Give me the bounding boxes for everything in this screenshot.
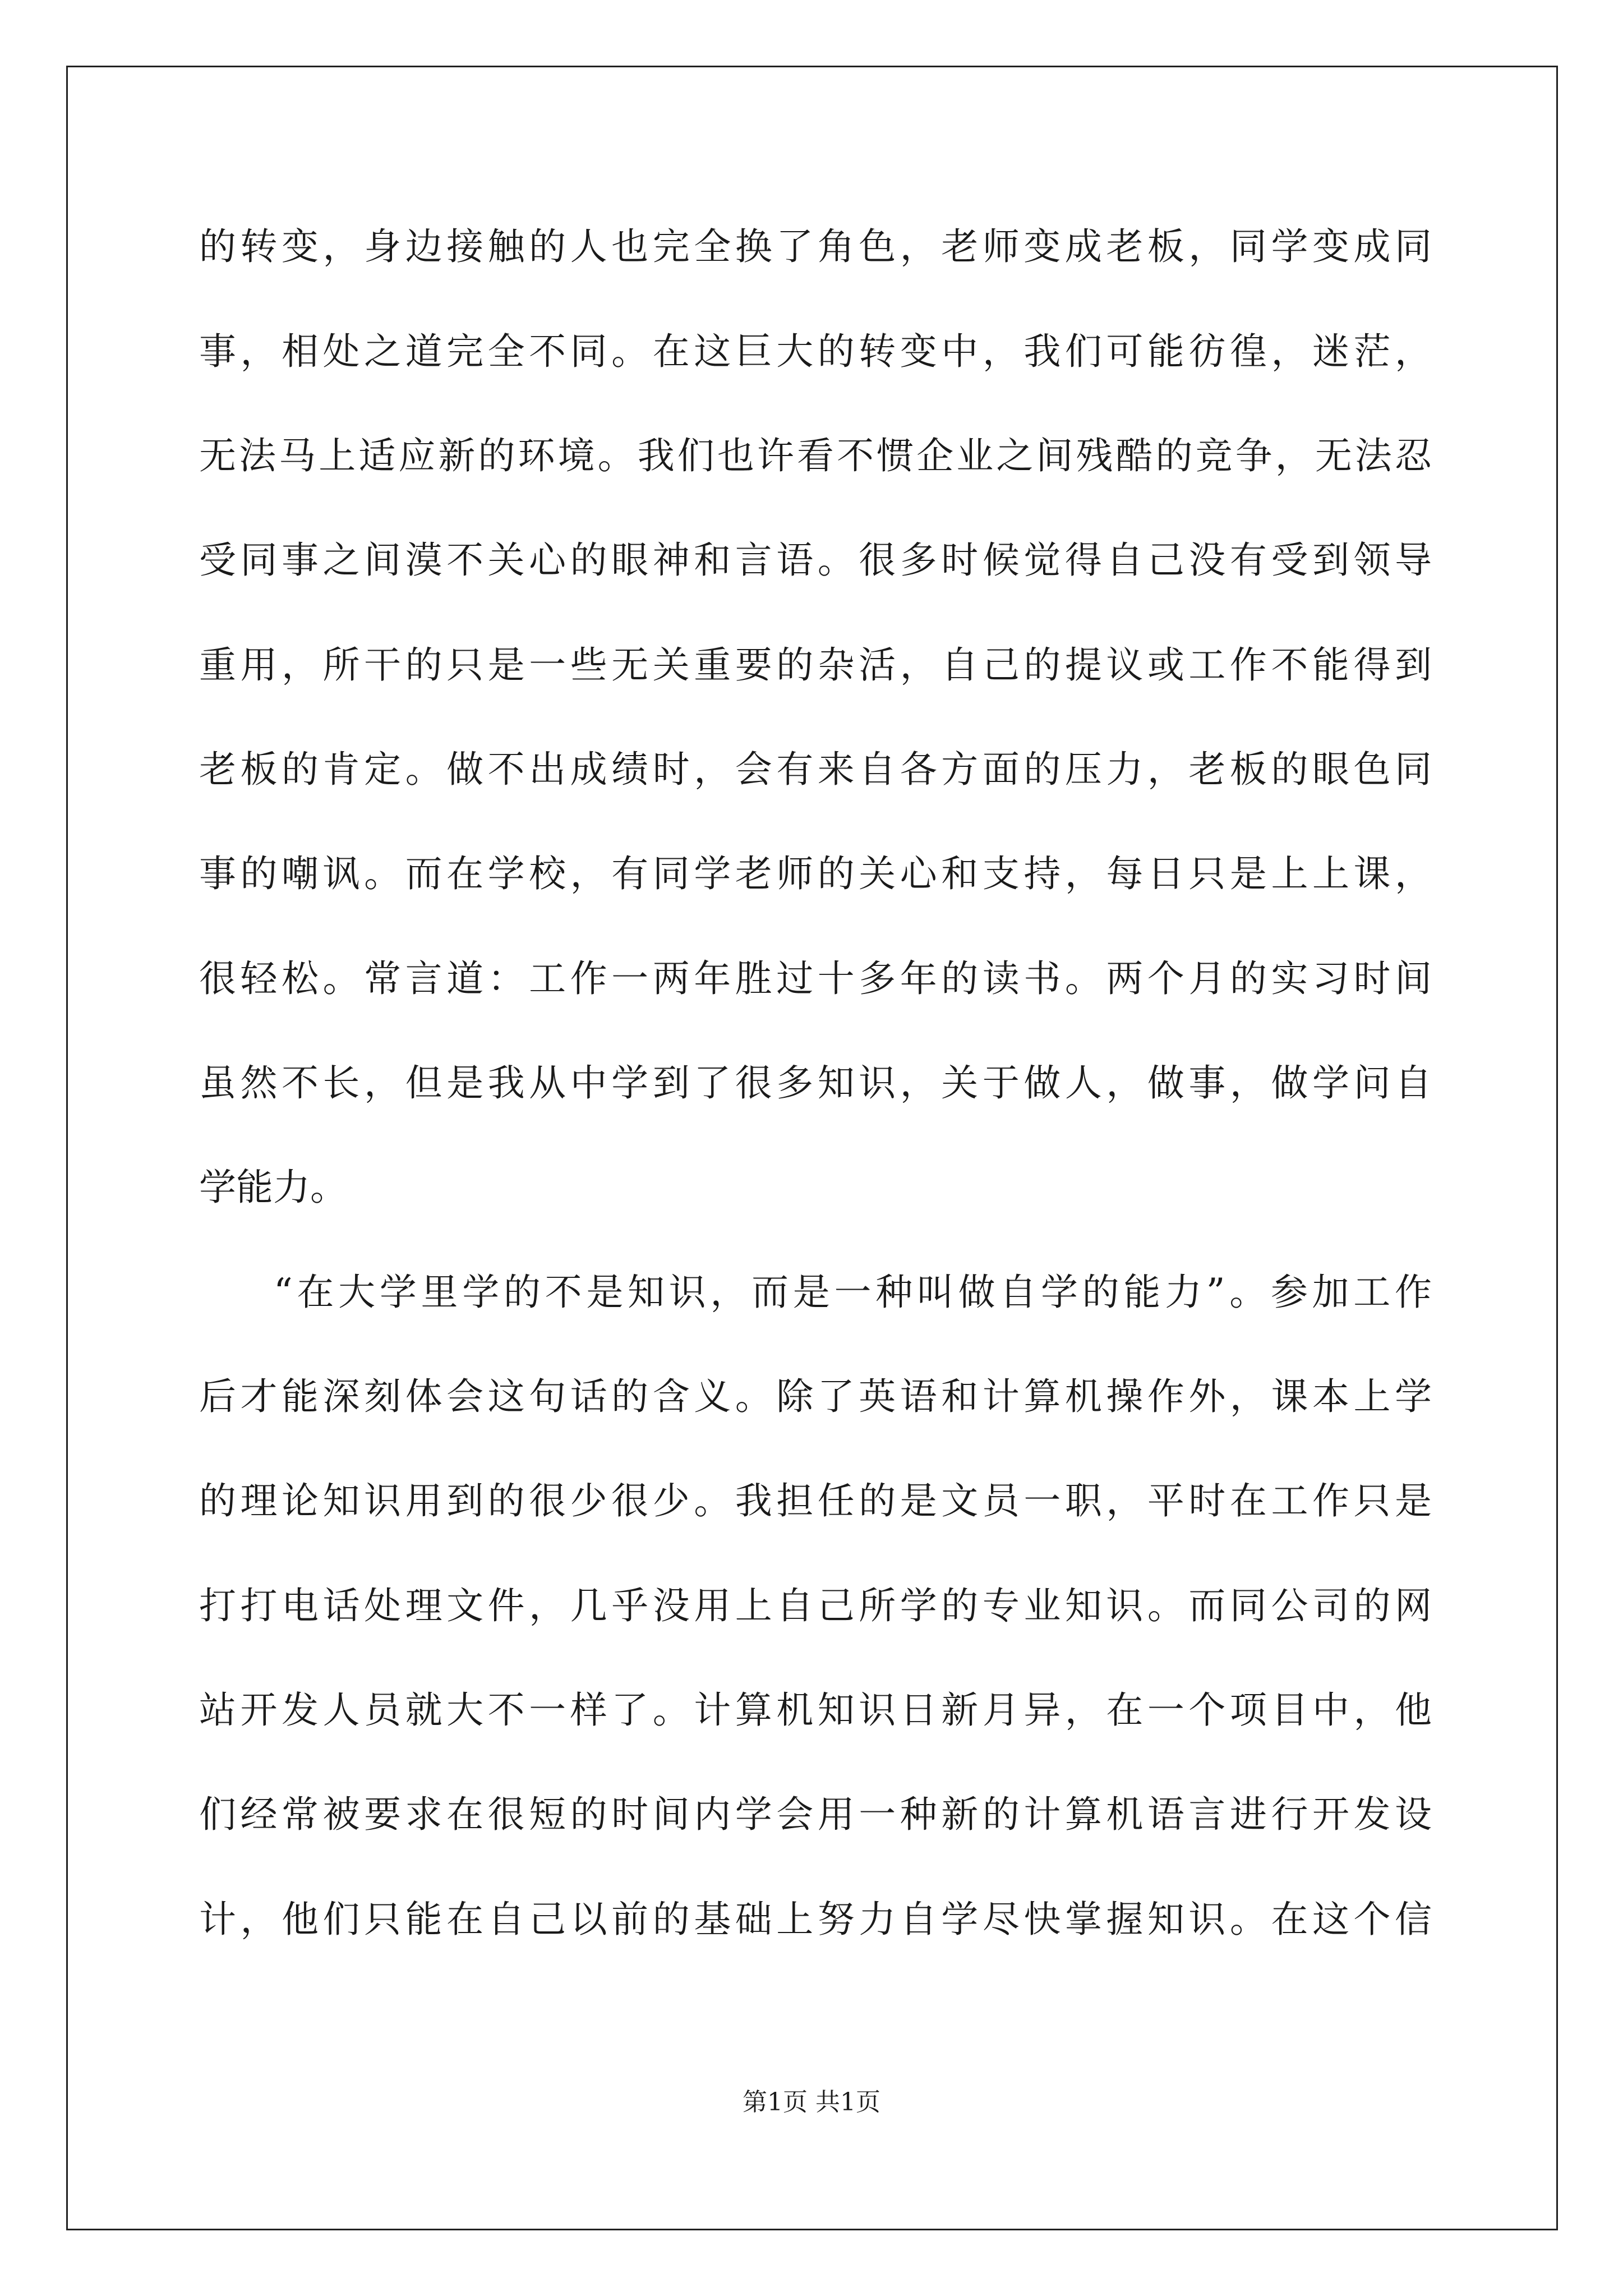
- text-line: 学能力。: [199, 1166, 347, 1209]
- text-line: 计，他们只能在自己以前的基础上努力自学尽快掌握知识。在这个信: [199, 1898, 1432, 1941]
- text-line: 受同事之间漠不关心的眼神和言语。很多时候觉得自己没有受到领导: [199, 539, 1432, 582]
- text-line: 事的嘲讽。而在学校，有同学老师的关心和支持，每日只是上上课，: [199, 852, 1432, 895]
- text-line: 虽然不长，但是我从中学到了很多知识，关于做人，做事，做学问自: [199, 1061, 1432, 1105]
- text-line: 的理论知识用到的很少很少。我担任的是文员一职，平时在工作只是: [199, 1479, 1432, 1522]
- text-line: “在大学里学的不是知识，而是一种叫做自学的能力”。参加工作: [274, 1271, 1432, 1314]
- text-line: 打打电话处理文件，几乎没用上自己所学的专业知识。而同公司的网: [199, 1584, 1432, 1627]
- text-line: 后才能深刻体会这句话的含义。除了英语和计算机操作外，课本上学: [199, 1375, 1432, 1418]
- text-line: 事，相处之道完全不同。在这巨大的转变中，我们可能彷徨，迷茫，: [199, 330, 1432, 373]
- text-line: 站开发人员就大不一样了。计算机知识日新月异，在一个项目中，他: [199, 1688, 1432, 1732]
- text-line: 老板的肯定。做不出成绩时，会有来自各方面的压力，老板的眼色同: [199, 748, 1432, 791]
- text-line: 无法马上适应新的环境。我们也许看不惯企业之间残酷的竞争，无法忍: [199, 434, 1432, 477]
- text-line: 很轻松。常言道：工作一两年胜过十多年的读书。两个月的实习时间: [199, 957, 1432, 1000]
- text-line: 重用，所干的只是一些无关重要的杂活，自己的提议或工作不能得到: [199, 643, 1432, 687]
- text-line: 的转变，身边接触的人也完全换了角色，老师变成老板，同学变成同: [199, 225, 1432, 268]
- page-footer: 第1页 共1页: [743, 2088, 880, 2116]
- text-line: 们经常被要求在很短的时间内学会用一种新的计算机语言进行开发设: [199, 1793, 1432, 1836]
